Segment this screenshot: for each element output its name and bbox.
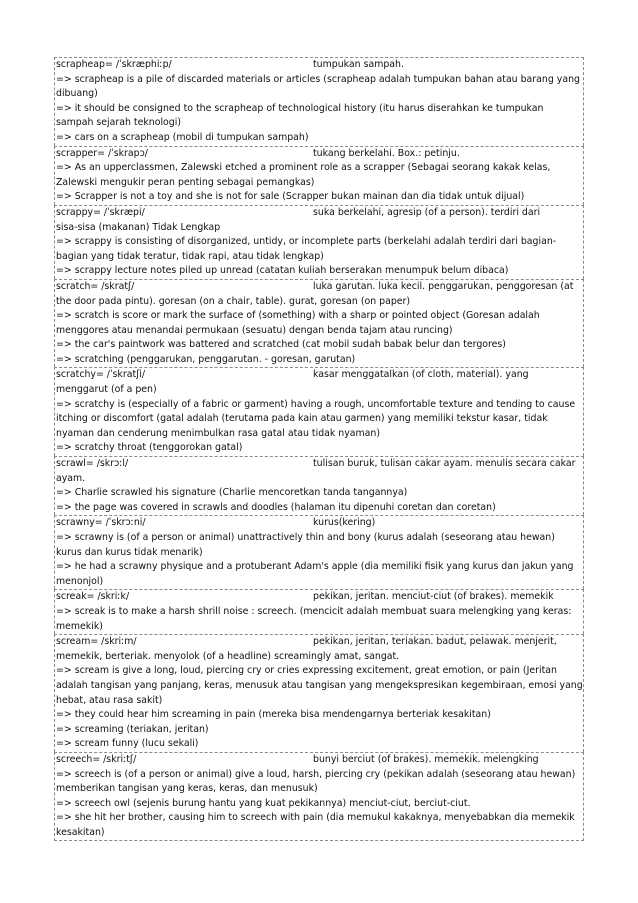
entry-example: => screaming (teriakan, jeritan) [56, 723, 209, 735]
entry-example: => screak is to make a harsh shrill noise : screech. (mencicit adalah membuat suara melengking yang keras: memekik) [56, 605, 572, 632]
entry-meaning-continued: the door pada pintu). goresan (on a chair, table). gurat, goresan (on paper) [56, 295, 411, 307]
entry-example: => they could hear him screaming in pain (mereka bisa mendengarnya berteriak kesakitan) [56, 709, 491, 721]
entry-example: => it should be consigned to the scrapheap of technological history (itu harus diserahkan ke tumpukan sampah sejarah teknologi) [56, 102, 544, 129]
entry-meaning: tukang berkelahi. Box.: petinju. [313, 147, 460, 159]
entry-meaning: pekikan, jeritan. menciut-ciut (of brakes). memekik [313, 591, 554, 603]
dictionary-entry [54, 456, 584, 515]
dictionary-page [54, 57, 584, 841]
entry-headword-line [55, 368, 583, 383]
entry-meaning: bunyi berciut (of brakes). memekik. melengking [313, 753, 539, 765]
entry-meaning: luka garutan. luka kecil. penggarukan, penggoresan (at [313, 280, 574, 292]
entry-headword-line [55, 147, 583, 162]
entry-meaning: kasar menggatalkan (of cloth, material). yang [313, 369, 529, 381]
entry-example: => scrappy is consisting of disorganized, untidy, or incomplete parts (berkelahi adalah terdiri dari bagian-bagian yang tidak teratur, tidak rapi, atau tidak lengkap) [56, 236, 557, 262]
entry-headword-line [55, 516, 583, 531]
entry-headword-line [55, 58, 583, 73]
entry-example: => scrawny is (of a person or animal) unattractively thin and bony (kurus adalah (seseorang atau hewan) kurus dan kurus tidak menarik) [56, 532, 555, 558]
entry-headword-line [55, 280, 583, 295]
entry-headword: scratchy= /ˈskratʃi/ [56, 369, 146, 381]
dictionary-entry [54, 57, 584, 146]
entry-example: => scream funny (lucu sekali) [56, 738, 199, 750]
entry-meaning: kurus(kering) [313, 517, 376, 529]
entry-example: => scratch is score or mark the surface of (something) with a sharp or pointed object (Goresan adalah menggores atau menandai permukaan (sesuatu) dengan benda tajam atau runcing) [56, 310, 540, 336]
entry-headword-line [55, 206, 583, 221]
entry-example: => Scrapper is not a toy and she is not for sale (Scrapper bukan mainan dan dia tidak untuk dijual) [56, 191, 525, 203]
entry-headword: scrapper= /ˈskrapɔ/ [56, 147, 148, 159]
entry-headword-line [55, 635, 583, 650]
entry-example: => the page was covered in scrawls and doodles (halaman itu dipenuhi coretan dan coretan) [56, 501, 496, 513]
dictionary-entry [54, 752, 584, 842]
entry-example: => she hit her brother, causing him to screech with pain (dia memukul kakaknya, menyebabkan dia memekik kesakitan) [56, 812, 575, 838]
entry-meaning-continued: memekik, berteriak. menyolok (of a headline) screamingly amat, sangat. [56, 650, 400, 662]
entry-example: => screech owl (sejenis burung hantu yang kuat pekikannya) menciut-ciut, berciut-ciut. [56, 797, 471, 809]
dictionary-entry [54, 515, 584, 589]
entry-example: => scratchy throat (tenggorokan gatal) [56, 442, 243, 454]
entry-meaning: tumpukan sampah. [313, 59, 404, 70]
entry-headword: scrawl= /skrɔːl/ [56, 458, 129, 470]
entry-headword: scratch= /skratʃ/ [56, 280, 135, 292]
dictionary-entry [54, 634, 584, 752]
entry-example: => screech is (of a person or animal) give a loud, harsh, piercing cry (pekikan adalah (seseorang atau hewan) memberikan tangisan yang keras, keras, dan menusuk) [56, 768, 576, 795]
entry-example: => the car's paintwork was battered and scratched (cat mobil sudah babak belur dan tergores) [56, 339, 506, 351]
entry-meaning-continued: ayam. [56, 472, 86, 484]
entry-headword-line [55, 590, 583, 605]
dictionary-entry [54, 146, 584, 205]
entry-meaning: suka berkelahi, agresip (of a person). terdiri dari [313, 206, 541, 218]
entry-headword: screech= /skriːtʃ/ [56, 753, 137, 765]
entry-example: => scrapheap is a pile of discarded materials or articles (scrapheap adalah tumpukan bahan atau barang yang dibuang) [56, 73, 580, 100]
entry-headword-line [55, 457, 583, 472]
entry-example: => scratching (penggarukan, penggarutan. - goresan, garutan) [56, 353, 356, 365]
dictionary-entry [54, 589, 584, 634]
entry-headword: scream= /skriːm/ [56, 636, 137, 648]
entry-example: => cars on a scrapheap (mobil di tumpukan sampah) [56, 131, 309, 143]
entry-headword: scrawny= /ˈskrɔːni/ [56, 517, 146, 529]
entry-headword: scrapheap= /ˈskræphiːp/ [56, 59, 172, 70]
entry-example: => he had a scrawny physique and a protuberant Adam's apple (dia memiliki fisik yang kurus dan jakun yang menonjol) [56, 561, 574, 587]
entry-meaning: pekikan, jeritan, teriakan. badut, pelawak. menjerit, [313, 636, 557, 648]
entry-example: => scream is give a long, loud, piercing cry or cries expressing excitement, great emotion, or pain (Jeritan adalah tangisan yang panjang, keras, menusuk atau tangisan yang mengekspresikan kegembiraan, emosi yang hebat, atau rasa sakit) [56, 665, 583, 706]
dictionary-entry [54, 279, 584, 368]
entry-headword: screak= /skriːk/ [56, 591, 130, 603]
entry-example: => scrappy lecture notes piled up unread (catatan kuliah berserakan menumpuk belum dibaca) [56, 265, 509, 277]
entry-example: => As an upperclassmen, Zalewski etched a prominent role as a scrapper (Sebagai seorang kakak kelas, Zalewski mengukir peran penting sebagai pemangkas) [56, 162, 551, 188]
entry-meaning-continued: menggarut (of a pen) [56, 384, 157, 396]
entry-headword-line [55, 753, 583, 768]
entry-example: => scratchy is (especially of a fabric or garment) having a rough, uncomfortable texture and tending to cause itching or discomfort (gatal adalah (terutama pada kain atau garmen) yang memiliki tekstur kasar, tidak nyaman dan cenderung menimbulkan rasa gatal atau tidak nyaman) [56, 398, 576, 439]
dictionary-entry [54, 205, 584, 279]
entry-meaning-continued: sisa-sisa (makanan) Tidak Lengkap [56, 221, 221, 233]
entry-headword: scrappy= /ˈskræpi/ [56, 206, 145, 218]
dictionary-entry [54, 367, 584, 456]
entry-example: => Charlie scrawled his signature (Charlie mencoretkan tanda tangannya) [56, 487, 408, 499]
entry-meaning: tulisan buruk, tulisan cakar ayam. menulis secara cakar [313, 458, 576, 470]
